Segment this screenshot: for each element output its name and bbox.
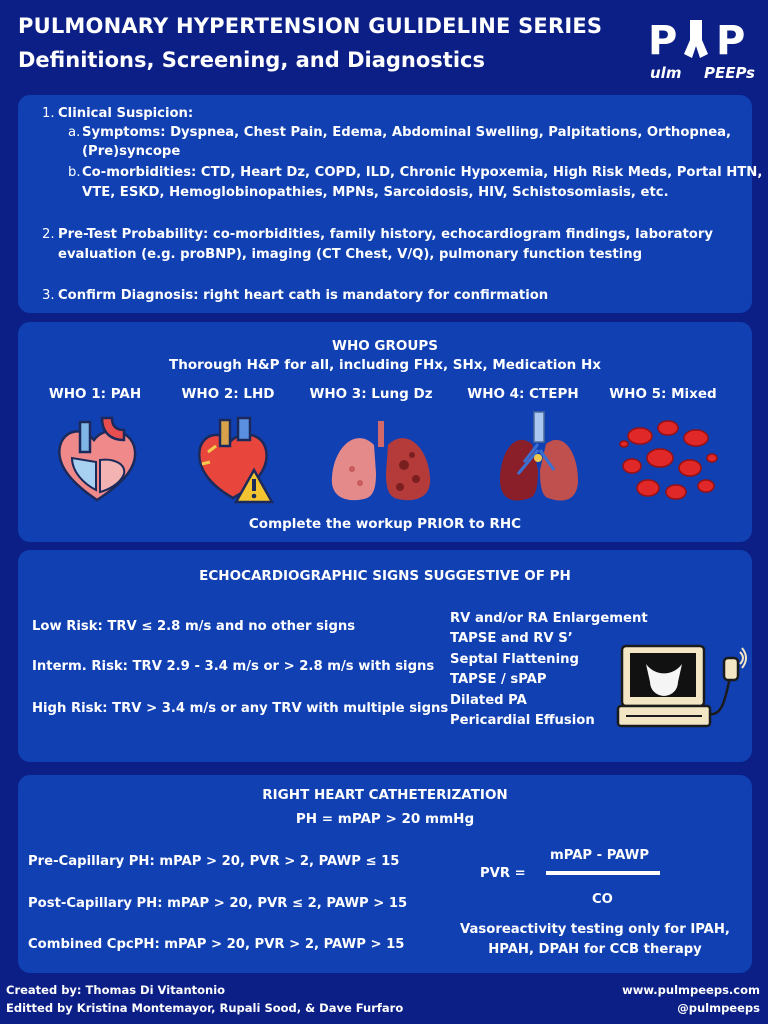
step-number: 1.	[42, 106, 55, 121]
echo-intermediate-risk: Interm. Risk: TRV 2.9 - 3.4 m/s or > 2.8 m/s with signs	[32, 659, 435, 674]
pvr-denominator: CO	[592, 892, 613, 907]
lungs-clot-icon	[494, 410, 584, 510]
substep-letter: b.	[68, 165, 81, 180]
ph-definition: PH = mPAP > 20 mmHg	[295, 811, 475, 827]
substep-label: Symptoms:	[82, 125, 166, 140]
echo-high-risk: High Risk: TRV > 3.4 m/s or any TRV with multiple signs	[32, 701, 449, 716]
substep-letter: a.	[68, 125, 81, 140]
echo-sign: RV and/or RA Enlargement	[450, 611, 648, 626]
step-text: evaluation (e.g. proBNP), imaging (CT Chest, V/Q), pulmonary function testing	[58, 247, 643, 262]
rhc-title: RIGHT HEART CATHETERIZATION	[262, 787, 508, 803]
who-title: WHO GROUPS	[332, 338, 438, 354]
who-group-5-label: WHO 5: Mixed	[609, 386, 717, 402]
svg-text:ulm: ulm	[650, 64, 682, 82]
echo-sign: Dilated PA	[450, 693, 527, 708]
who-subtitle: Thorough H&P for all, including FHx, SHx, Medication Hx	[169, 357, 601, 373]
social-handle[interactable]: @pulmpeeps	[677, 1001, 760, 1015]
who-groups-panel	[18, 322, 752, 542]
svg-text:P: P	[716, 18, 746, 64]
step-text: right heart cath is mandatory for confirmation	[198, 288, 549, 303]
substep-text: (Pre)syncope	[82, 144, 181, 159]
echo-sign: TAPSE and RV S’	[450, 631, 573, 646]
rhc-panel	[18, 775, 752, 973]
echo-low-risk: Low Risk: TRV ≤ 2.8 m/s and no other signs	[32, 619, 356, 634]
heart-warning-icon	[188, 412, 283, 507]
vasoreactivity-note-line2: HPAH, DPAH for CCB therapy	[488, 942, 702, 957]
who-footer: Complete the workup PRIOR to RHC	[248, 516, 522, 532]
page-title: PULMONARY HYPERTENSION GULIDELINE SERIES	[18, 14, 603, 38]
substep-label: Co-morbidities:	[82, 165, 197, 180]
heart-icon	[50, 412, 145, 507]
svg-text:P: P	[648, 18, 678, 64]
step-title: Pre-Test Probability:	[58, 227, 209, 242]
combined-cpcph: Combined CpcPH: mPAP > 20, PVR > 2, PAWP > 15	[28, 937, 405, 952]
credits-created: Created by: Thomas Di Vitantonio	[6, 983, 226, 997]
echo-panel	[18, 550, 752, 762]
website-link[interactable]: www.pulmpeeps.com	[622, 983, 760, 997]
fraction-bar	[546, 871, 660, 875]
pulmpeeps-logo	[644, 14, 762, 84]
clinical-steps-panel	[18, 95, 763, 313]
credits-edited: Editted by Kristina Montemayor, Rupali Sood, & Dave Furfaro	[6, 1001, 404, 1015]
step-title: Clinical Suspicion:	[58, 106, 194, 121]
echo-sign: Septal Flattening	[450, 652, 579, 667]
pvr-label: PVR =	[480, 866, 526, 881]
who-group-2-label: WHO 2: LHD	[181, 386, 275, 402]
who-group-1-label: WHO 1: PAH	[48, 386, 142, 402]
echo-sign: Pericardial Effusion	[450, 713, 595, 728]
pvr-numerator: mPAP - PAWP	[550, 848, 649, 863]
step-text: co-morbidities, family history, echocardiogram findings, laboratory	[208, 227, 713, 242]
lungs-icon	[326, 417, 436, 507]
substep-text: Dyspnea, Chest Pain, Edema, Abdominal Swelling, Palpitations, Orthopnea,	[165, 125, 732, 140]
ultrasound-machine-icon	[616, 642, 748, 730]
step-title: Confirm Diagnosis:	[58, 288, 199, 303]
svg-text:PEEPs: PEEPs	[704, 64, 755, 82]
substep-text: VTE, ESKD, Hemoglobinopathies, MPNs, Sarcoidosis, HIV, Schistosomiasis, etc.	[82, 185, 669, 200]
step-number: 2.	[42, 227, 55, 242]
substep-text: CTD, Heart Dz, COPD, ILD, Chronic Hypoxemia, High Risk Meds, Portal HTN,	[196, 165, 763, 180]
who-group-4-label: WHO 4: CTEPH	[467, 386, 579, 402]
post-capillary-ph: Post-Capillary PH: mPAP > 20, PVR ≤ 2, PAWP > 15	[28, 896, 408, 911]
vasoreactivity-note-line1: Vasoreactivity testing only for IPAH,	[460, 922, 730, 937]
pre-capillary-ph: Pre-Capillary PH: mPAP > 20, PVR > 2, PAWP ≤ 15	[28, 854, 400, 869]
step-number: 3.	[42, 288, 55, 303]
echo-title: ECHOCARDIOGRAPHIC SIGNS SUGGESTIVE OF PH	[199, 568, 571, 584]
blood-cells-icon	[618, 414, 718, 506]
page-subtitle: Definitions, Screening, and Diagnostics	[18, 48, 485, 72]
echo-sign: TAPSE / sPAP	[450, 672, 547, 687]
who-group-3-label: WHO 3: Lung Dz	[309, 386, 433, 402]
